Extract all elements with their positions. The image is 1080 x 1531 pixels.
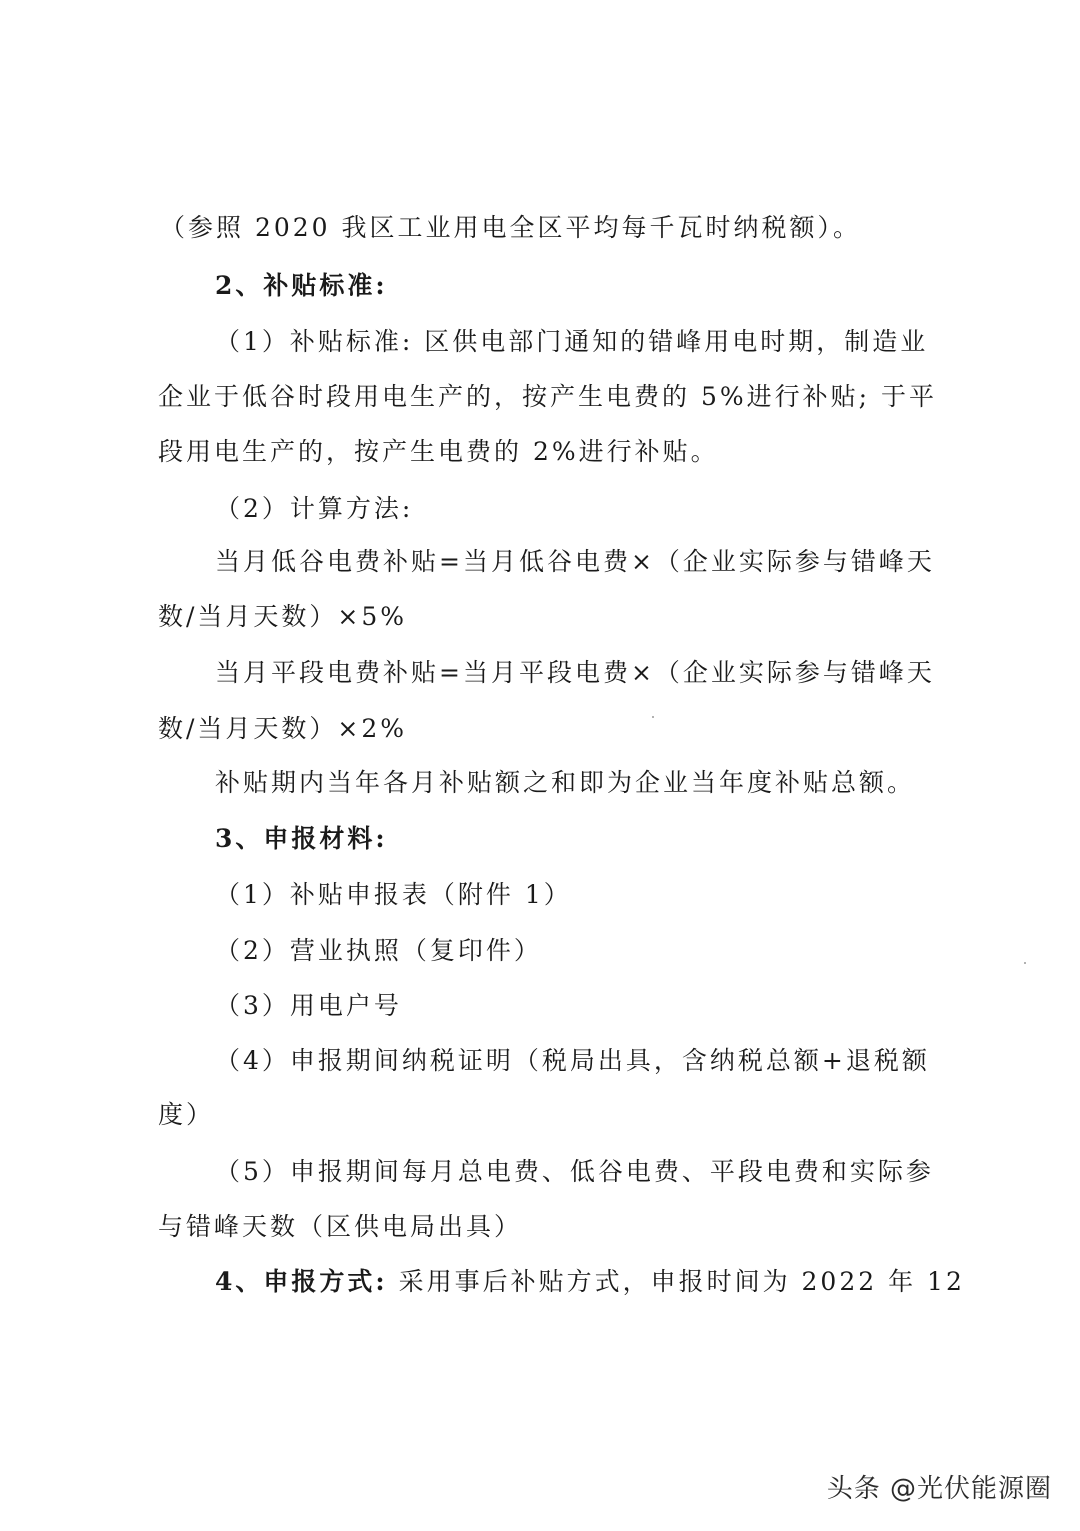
- list-item: （3）用电户号: [215, 991, 402, 1020]
- scan-speck: [1024, 962, 1026, 964]
- formula-line: 当月平段电费补贴=当月平段电费×（企业实际参与错峰天: [215, 658, 935, 687]
- formula-line: 当月低谷电费补贴=当月低谷电费×（企业实际参与错峰天: [215, 547, 935, 576]
- list-item: （2）营业执照（复印件）: [215, 936, 542, 965]
- text-line: （2）计算方法:: [215, 494, 414, 523]
- scan-speck: [652, 716, 654, 718]
- text-line: （1）补贴标准: 区供电部门通知的错峰用电时期，制造业: [215, 327, 929, 356]
- list-item-continuation: 度）: [158, 1100, 215, 1129]
- formula-line: 数/当月天数）×5%: [158, 602, 408, 631]
- section-heading-subsidy-standard: 2、补贴标准:: [215, 271, 388, 300]
- list-item-continuation: 与错峰天数（区供电局出具）: [158, 1212, 523, 1241]
- formula-line: 数/当月天数）×2%: [158, 714, 408, 743]
- text-line-application-method: [215, 1265, 965, 1299]
- list-item: （1）补贴申报表（附件 1）: [215, 880, 572, 909]
- application-method-text: 采用事后补贴方式，申报时间为 2022 年 12: [387, 1267, 965, 1296]
- text-line: （参照 2020 我区工业用电全区平均每千瓦时纳税额）。: [160, 213, 862, 242]
- list-item: （5）申报期间每月总电费、低谷电费、平段电费和实际参: [215, 1157, 934, 1186]
- section-heading-application-method: 4、申报方式:: [215, 1267, 388, 1296]
- list-item: （4）申报期间纳税证明（税局出具，含纳税总额+退税额: [215, 1046, 930, 1075]
- text-line: 段用电生产的，按产生电费的 2%进行补贴。: [158, 437, 719, 466]
- section-heading-application-materials: 3、申报材料:: [215, 824, 388, 853]
- text-line: 企业于低谷时段用电生产的，按产生电费的 5%进行补贴; 于平: [158, 382, 937, 411]
- text-line: 补贴期内当年各月补贴额之和即为企业当年度补贴总额。: [215, 768, 916, 797]
- watermark: 头条 @光伏能源圈: [826, 1474, 1052, 1504]
